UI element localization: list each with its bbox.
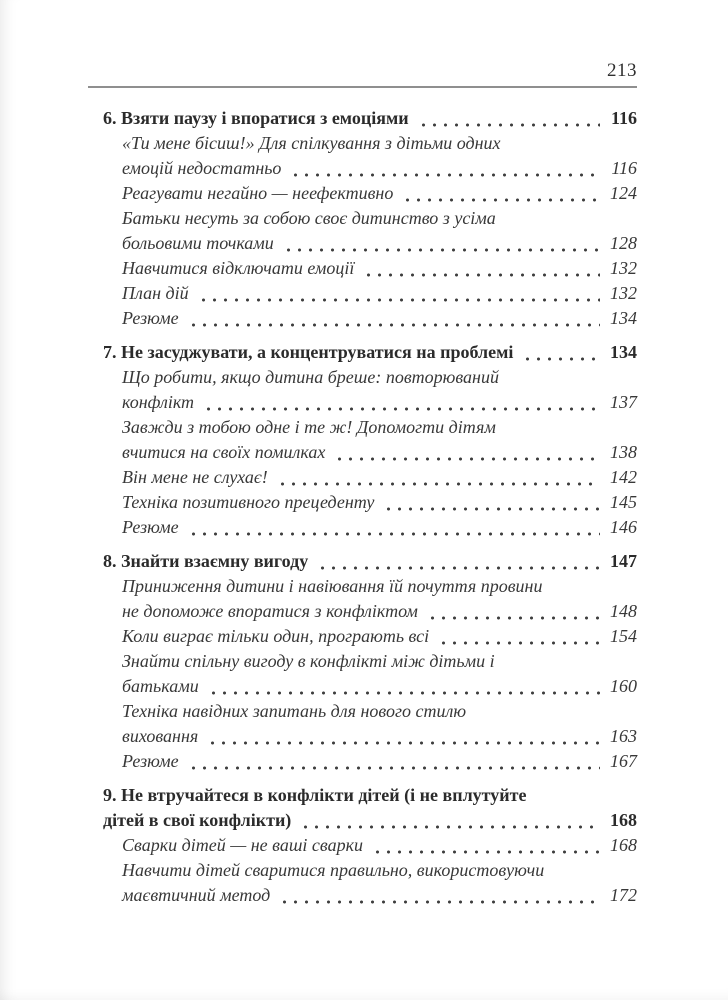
toc-entry-row <box>103 808 637 833</box>
toc-entry-text: маєвтичний метод <box>122 885 271 905</box>
toc-entry-line: Завжди з тобою одне і те ж! Допомогти дітям <box>122 417 496 437</box>
toc-sub-entry <box>88 649 637 699</box>
dot-leader-decoration <box>201 390 600 415</box>
dot-leader-decoration <box>416 106 600 131</box>
toc-sub-entry <box>88 833 637 858</box>
dot-leader-decoration <box>186 306 600 331</box>
toc-entry-row <box>122 465 637 490</box>
dot-leader-decoration <box>361 256 600 281</box>
toc-entry-row <box>103 549 637 574</box>
toc-entry-row <box>122 749 637 774</box>
dot-leader-decoration <box>186 749 600 774</box>
dot-leader-decoration <box>288 156 600 181</box>
dot-leader-decoration <box>298 808 600 833</box>
toc-sub-entry <box>88 749 637 774</box>
toc-sub-entry <box>88 515 637 540</box>
toc-page-number: 142 <box>610 467 637 487</box>
toc-entry-text: Навчитися відключати емоції <box>122 258 355 278</box>
toc-page-number: 147 <box>610 551 637 571</box>
toc-page-number: 116 <box>611 158 637 178</box>
toc-entry-row <box>122 281 637 306</box>
toc-entry-text: 6. Взяти паузу і впоратися з емоціями <box>103 108 409 128</box>
toc-page-number: 138 <box>610 442 637 462</box>
toc-entry-text: не допоможе впоратися з конфліктом <box>122 601 418 621</box>
toc-page-number: 146 <box>610 517 637 537</box>
toc-entry-text: Резюме <box>122 517 179 537</box>
dot-leader-decoration <box>277 883 600 908</box>
dot-leader-decoration <box>315 549 600 574</box>
toc-sub-entry <box>88 465 637 490</box>
toc-entry-text: виховання <box>122 726 199 746</box>
toc-entry-row <box>122 833 637 858</box>
toc-entry-row <box>122 256 637 281</box>
toc-sub-entry <box>88 574 637 624</box>
toc-sub-entry <box>88 415 637 465</box>
toc-entry-text: емоцій недостатньо <box>122 158 282 178</box>
toc-entry-text: больовими точками <box>122 233 274 253</box>
toc-page-number: 163 <box>610 726 637 746</box>
toc-sub-entry <box>88 490 637 515</box>
dot-leader-decoration <box>370 833 600 858</box>
toc-page-number: 168 <box>610 835 637 855</box>
toc-entry-row <box>122 674 637 699</box>
toc-entry-text: Резюме <box>122 751 179 771</box>
toc-entry-text: Резюме <box>122 308 179 328</box>
toc-entry-line: Батьки несуть за собою своє дитинство з усіма <box>122 208 496 228</box>
toc-page-number: 148 <box>610 601 637 621</box>
toc-entry-line: Що робити, якщо дитина бреше: повторюваний <box>122 367 499 387</box>
dot-leader-decoration <box>186 515 600 540</box>
toc-entry-text: План дій <box>122 283 189 303</box>
toc-entry-row <box>122 306 637 331</box>
toc-page-number: 134 <box>610 342 637 362</box>
toc-entry-line: 9. Не втручайтеся в конфлікти дітей (і не вплутуйте <box>103 785 527 805</box>
toc-entry-text: Техніка позитивного прецеденту <box>122 492 375 512</box>
page-content <box>88 0 637 908</box>
toc-entry-text: 7. Не засуджувати, а концентруватися на проблемі <box>103 342 514 362</box>
toc-page-number: 132 <box>610 283 637 303</box>
toc-sub-entry <box>88 181 637 206</box>
toc-page-number: 168 <box>610 810 637 830</box>
toc-entry-line: «Ти мене бісиш!» Для спілкування з дітьми одних <box>122 133 501 153</box>
header-rule <box>88 86 637 88</box>
toc-entry-row <box>122 599 637 624</box>
dot-leader-decoration <box>205 724 600 749</box>
dot-leader-decoration <box>196 281 600 306</box>
toc-page-number: 134 <box>610 308 637 328</box>
toc-entry-row <box>122 624 637 649</box>
toc-entry-line: Техніка навідних запитань для нового стилю <box>122 701 467 721</box>
toc-entry-row <box>122 181 637 206</box>
toc-chapter-entry <box>88 106 637 131</box>
toc-page-number: 154 <box>610 626 637 646</box>
toc-entry-line: Навчити дітей сваритися правильно, використовуючи <box>122 860 545 880</box>
toc-page-number: 145 <box>610 492 637 512</box>
toc-entry-row <box>122 231 637 256</box>
page-header-number: 213 <box>607 60 637 81</box>
toc-entry-row <box>103 340 637 365</box>
toc-entry-row <box>122 515 637 540</box>
toc-page-number: 160 <box>610 676 637 696</box>
toc-page-number: 128 <box>610 233 637 253</box>
page-header <box>88 0 637 81</box>
toc-entry-row <box>122 883 637 908</box>
toc-page-number: 137 <box>610 392 637 412</box>
toc-sub-entry <box>88 699 637 749</box>
toc-sub-entry <box>88 256 637 281</box>
toc-sub-entry <box>88 858 637 908</box>
toc-entry-row <box>122 390 637 415</box>
toc-sub-entry <box>88 306 637 331</box>
toc-sub-entry <box>88 281 637 306</box>
toc-page-number: 132 <box>610 258 637 278</box>
toc-section <box>88 783 637 908</box>
toc-entry-text: Він мене не слухає! <box>122 467 268 487</box>
toc-section <box>88 549 637 774</box>
toc-page-number: 167 <box>610 751 637 771</box>
toc-entry-row <box>122 440 637 465</box>
toc-page-number: 124 <box>610 183 637 203</box>
toc-sub-entry <box>88 624 637 649</box>
toc-page-number: 116 <box>610 108 637 128</box>
toc-entry-line: Знайти спільну вигоду в конфлікті між дітьми і <box>122 651 495 671</box>
toc-entry-text: Коли виграє тільки один, програють всі <box>122 626 430 646</box>
toc-entry-text: батьками <box>122 676 199 696</box>
toc-section <box>88 106 637 331</box>
toc-entry-text: Реагувати негайно — неефективно <box>122 183 394 203</box>
toc-entry-text: 8. Знайти взаємну вигоду <box>103 551 309 571</box>
toc-section <box>88 340 637 540</box>
toc-sub-entry <box>88 206 637 256</box>
dot-leader-decoration <box>381 490 600 515</box>
toc-entry-text: дітей в свої конфлікти) <box>103 810 292 830</box>
toc-page-number: 172 <box>610 885 637 905</box>
toc-entry-text: конфлікт <box>122 392 195 412</box>
toc-entry-text: вчитися на своїх помилках <box>122 442 326 462</box>
dot-leader-decoration <box>425 599 600 624</box>
toc-entry-line: Приниження дитини і навіювання їй почуття провини <box>122 576 543 596</box>
toc-chapter-entry <box>88 340 637 365</box>
toc-sub-entry <box>88 131 637 181</box>
dot-leader-decoration <box>400 181 600 206</box>
toc-entry-row <box>103 106 637 131</box>
toc-entry-text: Сварки дітей — не ваші сварки <box>122 835 364 855</box>
toc-chapter-entry <box>88 783 637 833</box>
dot-leader-decoration <box>275 465 600 490</box>
toc-entry-row <box>122 490 637 515</box>
dot-leader-decoration <box>436 624 600 649</box>
dot-leader-decoration <box>332 440 600 465</box>
toc-sub-entry <box>88 365 637 415</box>
toc-entry-row <box>122 156 637 181</box>
dot-leader-decoration <box>281 231 600 256</box>
toc-entry-row <box>122 724 637 749</box>
dot-leader-decoration <box>206 674 600 699</box>
toc <box>88 106 637 908</box>
dot-leader-decoration <box>520 340 600 365</box>
toc-chapter-entry <box>88 549 637 574</box>
